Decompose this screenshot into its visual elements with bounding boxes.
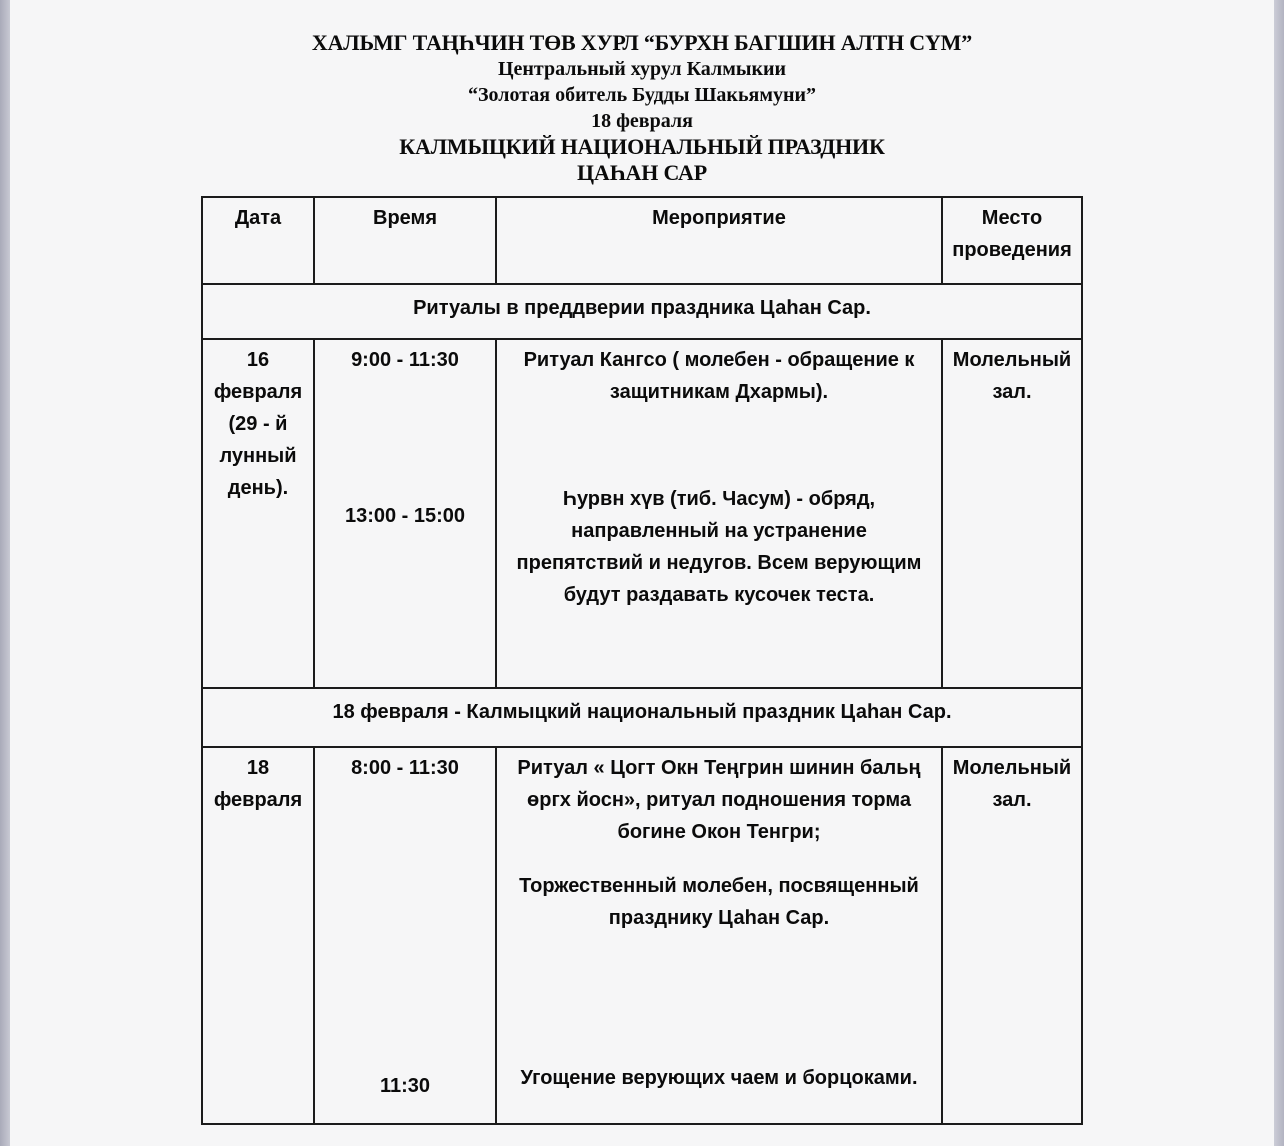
date-line: (29 - й [228,413,288,435]
event-treat: Угощение верующих чаем и борцоками. [520,1067,918,1089]
column-header-event: Мероприятие [496,197,942,284]
date-cell-row1 [202,339,314,688]
right-page-edge [1274,0,1284,1146]
time-value-okon-tengri: 8:00 - 11:30 [351,757,459,779]
column-header-date: Дата [202,197,314,284]
event-cell-row2 [496,747,942,1124]
text-line: будут раздавать кусочек теста. [563,584,875,606]
text-line: Торжественный молебен, посвященный [519,875,919,897]
header-event-date: 18 февраля [591,110,693,132]
header-temple-name: “Золотая обитель Будды Шакьямуни” [467,84,817,106]
column-header-venue: Место проведения [942,197,1082,284]
date-line: февраля [213,789,303,811]
time-cell-row1 [314,339,496,688]
text-line: Һурвн хүв (тиб. Часум) - обряд, [562,488,876,510]
header-holiday-title: КАЛМЫЦКИЙ НАЦИОНАЛЬНЫЙ ПРАЗДНИК [399,134,885,159]
event-ritual-gurvn-khuv [505,483,933,611]
date-line: 18 [246,757,270,779]
event-festive-prayer [505,870,933,934]
document-header [10,0,1274,186]
section-row-holiday [202,688,1082,747]
date-line: 16 [246,349,270,371]
text-line: өргх йосн», ритуал подношения торма [527,789,911,811]
table-header-row [202,197,1082,284]
schedule-table [201,196,1083,1125]
venue-cell-row2: Молельный зал. [942,747,1082,1124]
section-row-pre-holiday [202,284,1082,339]
document-page [10,0,1274,1125]
text-line: богине Окон Тенгри; [617,821,821,843]
event-ritual-okon-tengri [505,752,933,848]
venue-cell-row1: Молельный зал. [942,339,1082,688]
time-value-gurvn-khuv: 13:00 - 15:00 [344,505,466,527]
header-khurul-name-kalmyk: ХАЛЬМГ ТАҢҺЧИН ТӨВ ХУРЛ “БУРХН БАГШИН АЛТН СҮМ” [311,30,973,55]
text-line: Ритуал Кангсо ( молебен - обращение к [523,349,915,371]
time-value-kangso: 9:00 - 11:30 [351,349,459,371]
text-line: празднику Цаһан Сар. [608,907,830,929]
date-cell-row2 [202,747,314,1124]
time-value-treat: 11:30 [379,1075,431,1097]
section-title-pre-holiday-rituals: Ритуалы в преддверии праздника Цаһан Сар. [202,284,1082,339]
event-cell-row1 [496,339,942,688]
header-khurul-name-russian: Центральный хурул Калмыкии [497,58,787,80]
header-holiday-name: ЦАҺАН САР [577,160,707,185]
section-title-tsagan-sar: 18 февраля - Калмыцкий национальный праздник Цаһан Сар. [202,688,1082,747]
text-line: направленный на устранение [571,520,867,542]
event-ritual-kangso [505,344,933,408]
left-page-edge [0,0,10,1146]
date-line: лунный [219,445,297,467]
date-line: день). [227,477,289,499]
column-header-time: Время [314,197,496,284]
text-line: препятствий и недугов. Всем верующим [516,552,922,574]
text-line: защитникам Дхармы). [609,381,829,403]
date-line: февраля [213,381,303,403]
table-row [202,339,1082,688]
time-cell-row2 [314,747,496,1124]
text-line: Ритуал « Цогт Окн Теңгрин шинин бальң [517,757,921,779]
table-row [202,747,1082,1124]
